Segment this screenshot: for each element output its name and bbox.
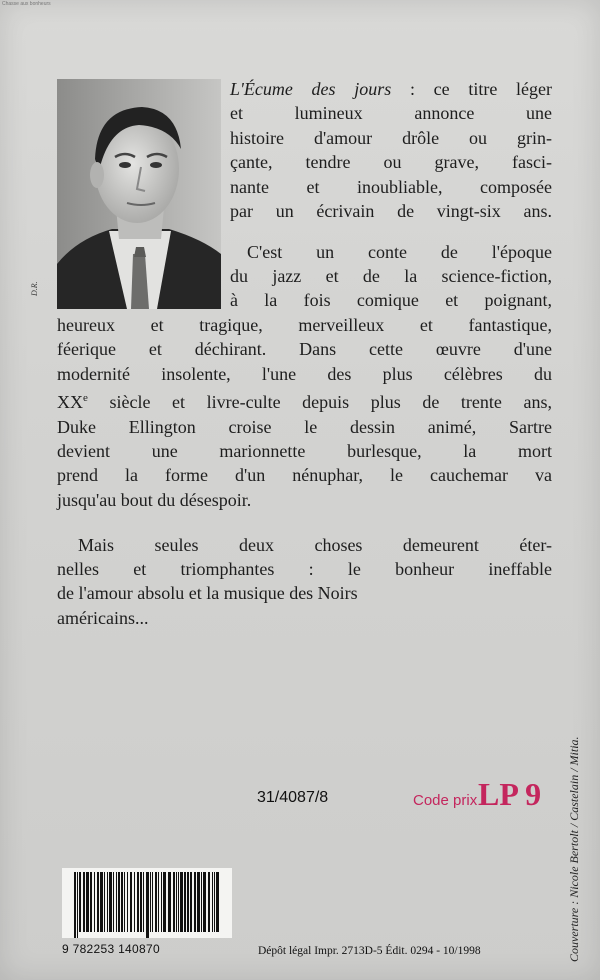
blurb-line: çante, tendre ou grave, fasci- xyxy=(230,152,552,173)
catalog-number: 31/4087/8 xyxy=(257,789,329,806)
isbn-digits: 9 782253 140870 xyxy=(62,942,160,956)
barcode-bar xyxy=(146,872,149,938)
barcode-bar xyxy=(79,872,81,932)
barcode-bar xyxy=(203,872,206,932)
barcode-bar xyxy=(97,872,99,932)
blurb-line: heureux et tragique, merveilleux et fantastique, xyxy=(57,315,552,335)
barcode-bar xyxy=(140,872,142,932)
blurb-paragraph-2-intro xyxy=(247,240,552,264)
cover-credit: Couverture : Nicole Bertolt / Castelain / Mitia. xyxy=(567,736,581,962)
blurb-line: par un écrivain de vingt-six ans. xyxy=(230,201,552,222)
barcode-bar xyxy=(194,872,196,932)
blurb-line: de l'amour absolu et la musique des Noirs xyxy=(57,583,358,604)
barcode-bar xyxy=(130,872,132,932)
blurb-line: du jazz et de la science-fiction, xyxy=(230,266,552,286)
barcode-bar xyxy=(90,872,92,932)
barcode-bar xyxy=(152,872,153,932)
barcode-bar xyxy=(86,872,89,932)
barcode-bar xyxy=(143,872,144,932)
blurb-line: devient une marionnette burlesque, la mort xyxy=(57,441,552,462)
barcode-bar xyxy=(104,872,105,932)
price-code: LP 9 xyxy=(478,776,542,812)
blurb-paragraph-1 xyxy=(230,77,552,223)
blurb-paragraph-3-intro xyxy=(78,533,552,557)
barcode-bar xyxy=(173,872,175,932)
blurb-line: histoire d'amour drôle ou grin- xyxy=(230,127,552,148)
barcode-bar xyxy=(190,872,192,932)
barcode-bar xyxy=(163,872,166,932)
barcode-bar xyxy=(184,872,186,932)
barcode-bar xyxy=(161,872,162,932)
blurb-line: Duke Ellington croise le dessin animé, Sartre xyxy=(57,416,552,437)
blurb-line: L'Écume des jours : ce titre léger xyxy=(230,79,552,99)
watermark: Chasse aux bonheurs xyxy=(2,1,51,7)
blurb-paragraph-2-side xyxy=(230,264,552,313)
barcode-bar xyxy=(197,872,200,932)
barcode-bar xyxy=(201,872,202,932)
blurb-line: C'est un conte de l'époque xyxy=(247,242,552,262)
barcode-bar xyxy=(158,872,159,932)
blurb-line: nante et inoubliable, composée xyxy=(230,176,552,197)
legal-deposit: Dépôt légal Impr. 2713D-5 Édit. 0294 - 10/1998 xyxy=(258,945,481,957)
author-portrait-image xyxy=(57,79,221,309)
blurb-line: à la fois comique et poignant, xyxy=(230,290,552,311)
blurb-line: jusqu'au bout du désespoir. xyxy=(57,489,252,510)
barcode-bar xyxy=(121,872,123,932)
barcode-bar xyxy=(134,872,135,932)
price-code-label: Code prix xyxy=(413,792,478,809)
barcode-bar xyxy=(176,872,177,932)
barcode-bar xyxy=(178,872,179,932)
barcode-bar xyxy=(74,872,76,938)
book-title: L'Écume des jours xyxy=(230,79,392,99)
barcode xyxy=(62,868,232,938)
blurb-line: modernité insolente, l'une des plus célèbres du xyxy=(57,363,552,384)
blurb-line: Mais seules deux choses demeurent éter- xyxy=(78,535,552,555)
barcode-bar xyxy=(107,872,108,932)
barcode-bar xyxy=(180,872,183,932)
barcode-bar xyxy=(155,872,157,932)
barcode-bars xyxy=(62,868,232,938)
barcode-bar xyxy=(77,872,78,938)
barcode-bar xyxy=(168,872,171,932)
photo-credit: D.R. xyxy=(30,281,39,296)
blurb-line: prend la forme d'un nénuphar, le cauchemar va xyxy=(57,465,552,486)
barcode-bar xyxy=(212,872,213,932)
barcode-bar xyxy=(94,872,95,932)
barcode-bar xyxy=(150,872,151,932)
barcode-bar xyxy=(137,872,139,932)
blurb-line: XXe siècle et livre-culte depuis plus de trente ans, xyxy=(57,392,552,413)
barcode-bar xyxy=(208,872,210,932)
barcode-bar xyxy=(109,872,112,932)
barcode-bar xyxy=(216,872,219,932)
barcode-bar xyxy=(124,872,125,932)
blurb-paragraph-2-body xyxy=(57,313,552,512)
barcode-bar xyxy=(187,872,189,932)
blurb-paragraph-3-body xyxy=(57,557,552,630)
barcode-bar xyxy=(113,872,114,932)
author-portrait xyxy=(57,79,221,309)
blurb-line: américains... xyxy=(57,607,149,628)
barcode-bar xyxy=(127,872,128,932)
barcode-bar xyxy=(118,872,120,932)
barcode-bar xyxy=(100,872,103,932)
blurb-line: et lumineux annonce une xyxy=(230,103,552,124)
barcode-bar xyxy=(83,872,85,932)
blurb-line: nelles et triomphantes : le bonheur ineffable xyxy=(57,559,552,579)
blurb-line: féerique et déchirant. Dans cette œuvre d'une xyxy=(57,339,552,360)
barcode-bar xyxy=(116,872,117,932)
barcode-bar xyxy=(214,872,215,932)
